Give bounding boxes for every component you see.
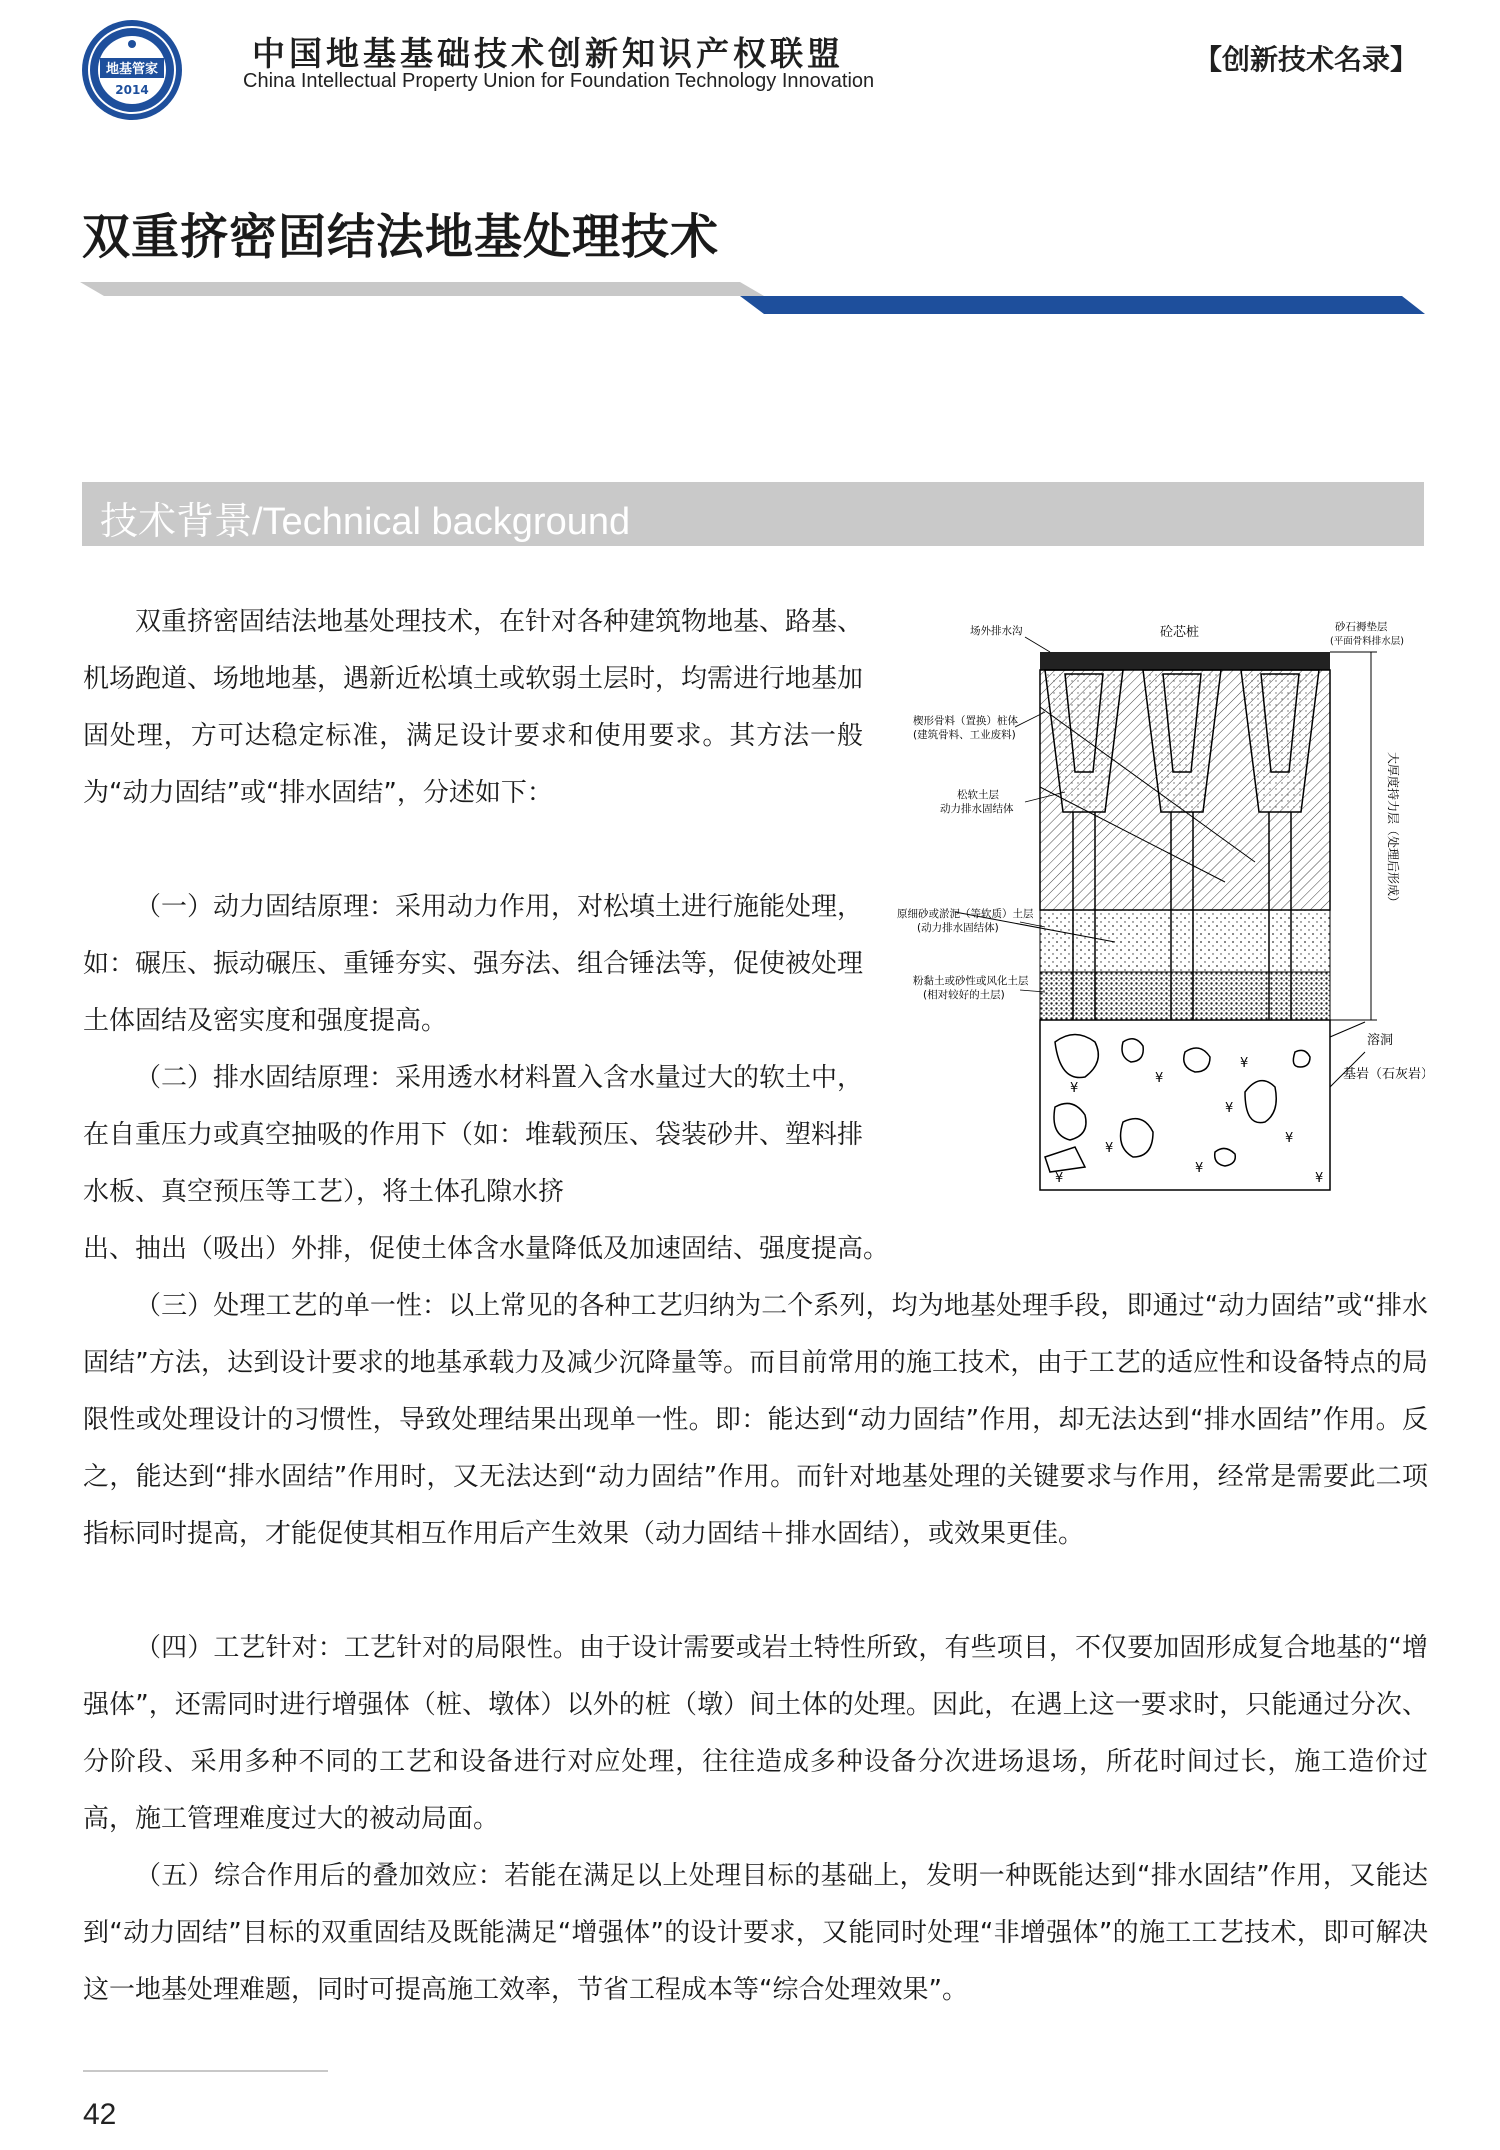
label-cushion-sub: (平面骨料排水层) [1330, 636, 1404, 647]
label-wedge-pile-sub: (建筑骨料、工业废料) [913, 729, 1016, 741]
page-header [0, 0, 1500, 120]
label-bedrock: 基岩（石灰岩） [1343, 1067, 1425, 1082]
paragraph-drainage-continued: 出、抽出（吸出）外排，促使土体含水量降低及加速固结、强度提高。 [83, 1234, 890, 1264]
label-clay-layer-sub: (相对较好的土层) [923, 989, 1005, 1001]
svg-text:¥: ¥ [1155, 1071, 1164, 1086]
svg-text:¥: ¥ [1105, 1141, 1114, 1156]
label-soft-layer-sub: 动力排水固结体 [940, 803, 1014, 815]
logo-text-top: 地基管家 [105, 62, 159, 77]
paragraph-singularity: （三）处理工艺的单一性：以上常见的各种工艺归纳为二个系列，均为地基处理手段，即通过“动力固结”或“排水固结”方法，达到设计要求的地基承载力及减少沉降量等。而目前常用的施工技术，由于工艺的适应性和设备特点的局限性或处理设计的习惯性，导致处理结果出现单一性。即：能达到“动力固结”作用，却无法达到“排水固结”作用。反之，能达到“排水固结”作用时，又无法达到“动力固结”作用。而针对地基处理的关键要求与作用，经常是需要此二项指标同时提高，才能促使其相互作用后产生效果（动力固结＋排水固结），或效果更佳。 [83, 1291, 1428, 1549]
label-drain-ditch: 场外排水沟 [970, 625, 1023, 637]
label-karst: 溶洞 [1367, 1033, 1394, 1048]
svg-text:¥: ¥ [1315, 1171, 1324, 1186]
svg-text:¥: ¥ [1055, 1171, 1064, 1186]
page-title: 双重挤密固结法地基处理技术 [82, 209, 720, 265]
org-name-en: China Intellectual Property Union for Foundation Technology Innovation [243, 70, 875, 92]
org-name-cn: 中国地基基础技术创新知识产权联盟 [252, 34, 844, 73]
svg-text:¥: ¥ [1285, 1131, 1294, 1146]
section-heading-bar [82, 482, 1424, 546]
footer-divider [83, 2070, 328, 2072]
union-logo [80, 18, 184, 122]
title-underline-bar [80, 282, 1425, 318]
paragraph-dynamic-consolidation: （一）动力固结原理：采用动力作用，对松填土进行施能处理，如：碾压、振动碾压、重锤夯实、强夯法、组合锤法等，促使被处理土体固结及密实度和强度提高。 [83, 892, 864, 1036]
paragraph-drainage-consolidation: （二）排水固结原理：采用透水材料置入含水量过大的软土中，在自重压力或真空抽吸的作用下（如：堆载预压、袋装砂井、塑料排水板、真空预压等工艺），将土体孔隙水挤 [83, 1063, 864, 1207]
label-soft-layer: 松软土层 [957, 789, 999, 801]
label-silt-layer-sub: (动力排水固结体) [917, 922, 999, 934]
paragraph-superposition: （五）综合作用后的叠加效应：若能在满足以上处理目标的基础上，发明一种既能达到“排水固结”作用，又能达到“动力固结”目标的双重固结及既能满足“增强体”的设计要求，又能同时处理“非增强体”的施工工艺技术，即可解决这一地基处理难题，同时可提高施工效率，节省工程成本等“综合处理效果”。 [83, 1861, 1428, 2005]
svg-text:¥: ¥ [1195, 1161, 1204, 1176]
label-silt-layer: 原细砂或淤泥（等软质）土层 [897, 908, 1034, 920]
svg-text:¥: ¥ [1070, 1081, 1079, 1096]
page-number: 42 [83, 2098, 117, 2131]
section-heading: 技术背景/Technical background [100, 501, 631, 543]
logo-year: 2014 [115, 83, 149, 97]
paragraph-intro: 双重挤密固结法地基处理技术，在针对各种建筑物地基、路基、机场跑道、场地地基，遇新近松填土或软弱土层时，均需进行地基加固处理，方可达稳定标准，满足设计要求和使用要求。其方法一般为“动力固结”或“排水固结”，分述如下： [83, 607, 864, 808]
label-wedge-pile: 楔形骨料（置换）桩体 [913, 715, 1018, 727]
label-cushion: 砂石褥垫层 [1335, 621, 1388, 633]
svg-text:¥: ¥ [1240, 1056, 1249, 1071]
label-bearing-layer: 大厚度持力层（处理后形成） [1386, 752, 1400, 909]
foundation-section-diagram [895, 612, 1425, 1192]
catalog-tag: 【创新技术名录】 [1193, 43, 1418, 76]
paragraph-targeting: （四）工艺针对：工艺针对的局限性。由于设计需要或岩土特性所致，有些项目，不仅要加固形成复合地基的“增强体”，还需同时进行增强体（桩、墩体）以外的桩（墩）间土体的处理。因此，在遇上这一要求时，只能通过分次、分阶段、采用多种不同的工艺和设备进行对应处理，往往造成多种设备分次进场退场，所花时间过长，施工造价过高，施工管理难度过大的被动局面。 [83, 1633, 1428, 1834]
svg-text:¥: ¥ [1225, 1101, 1234, 1116]
label-clay-layer: 粉黏土或砂性或风化土层 [913, 975, 1029, 987]
label-core-pile: 砼芯桩 [1160, 625, 1200, 640]
